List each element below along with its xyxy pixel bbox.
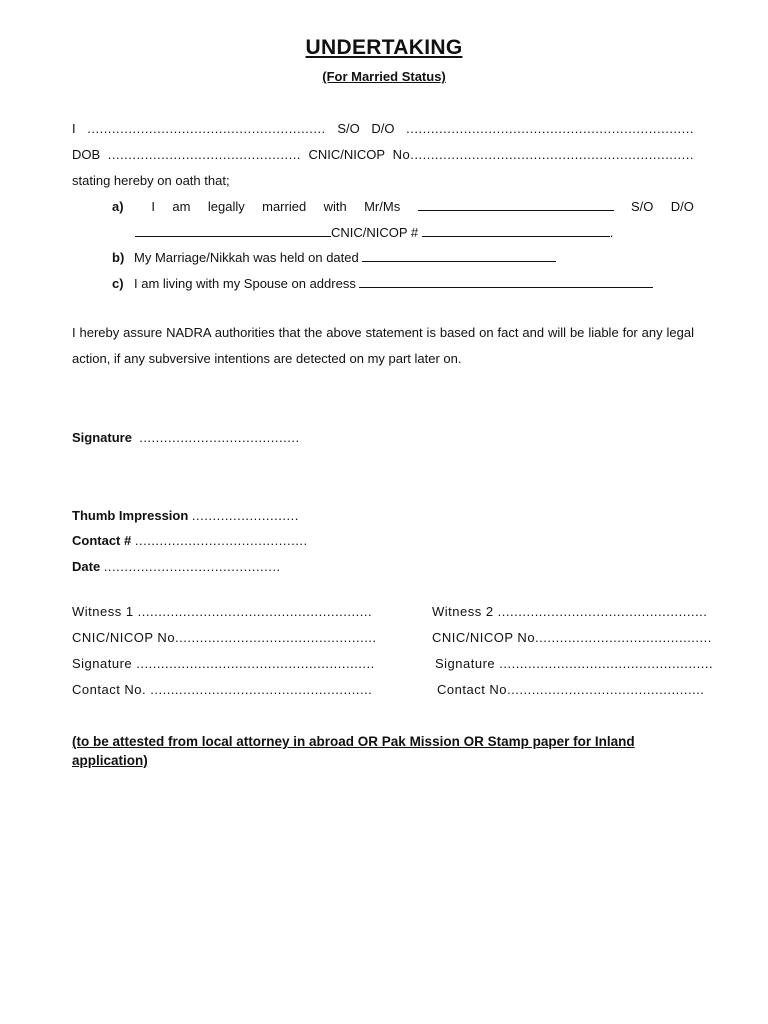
- dob-label: DOB: [72, 147, 101, 162]
- item-a-end: .: [609, 225, 614, 240]
- item-a-line: [112, 198, 694, 215]
- dob-blank[interactable]: ...............................................: [107, 147, 301, 162]
- item-a-word-4: married: [262, 199, 307, 214]
- item-a-so-label: S/O: [630, 199, 654, 214]
- witness1-name[interactable]: Witness 1 .........................................................: [72, 604, 373, 619]
- item-a-label: a): [112, 199, 124, 214]
- spouse-name-blank[interactable]: [418, 198, 614, 211]
- attestation-note: (to be attested from local attorney in abroad OR Pak Mission OR Stamp paper for Inland application): [72, 734, 635, 768]
- document-title: UNDERTAKING: [305, 36, 463, 59]
- contact-blank[interactable]: ..........................................: [134, 533, 308, 548]
- do-label: D/O: [371, 121, 395, 136]
- signature-label: Signature: [72, 430, 132, 445]
- assurance-paragraph: I hereby assure NADRA authorities that the above statement is based on fact and will be liable for any legal action, if any subversive intentions are detected on my part later on.: [72, 325, 694, 366]
- cnic-label: CNIC/NICOP: [308, 147, 386, 162]
- so-label: S/O: [337, 121, 360, 136]
- oath-statement: stating hereby on oath that;: [72, 173, 230, 188]
- witness1-signature[interactable]: Signature ..........................................................: [72, 656, 375, 671]
- cnic-blank[interactable]: No.....................................................................: [392, 147, 694, 162]
- contact-label: Contact #: [72, 533, 132, 548]
- item-a-cnic-line: [135, 224, 613, 241]
- witness2-cnic[interactable]: CNIC/NICOP No...........................................: [432, 630, 712, 645]
- item-a-cnic-label: CNIC/NICOP #: [331, 225, 419, 240]
- date-line: [72, 559, 281, 575]
- item-a-word-3: legally: [207, 199, 245, 214]
- item-b-text: My Marriage/Nikkah was held on dated: [134, 250, 359, 265]
- item-b-line: [112, 249, 556, 266]
- item-a-word-6: Mr/Ms: [364, 199, 401, 214]
- thumb-blank[interactable]: ..........................: [191, 508, 299, 523]
- marriage-date-blank[interactable]: [362, 249, 556, 262]
- thumb-line: [72, 508, 299, 524]
- item-c-line: [112, 275, 653, 292]
- signature-blank[interactable]: .......................................: [139, 430, 300, 445]
- name-blank[interactable]: ..........................................................: [87, 121, 326, 136]
- witness1-contact[interactable]: Contact No. ......................................................: [72, 682, 373, 697]
- witness2-name[interactable]: Witness 2 ...................................................: [432, 604, 708, 619]
- witness2-signature[interactable]: Signature ....................................................: [435, 656, 714, 671]
- witness1-cnic[interactable]: CNIC/NICOP No.................................................: [72, 630, 377, 645]
- contact-line: [72, 533, 308, 549]
- thumb-label: Thumb Impression: [72, 508, 189, 523]
- address-blank[interactable]: [359, 275, 653, 288]
- item-b-label: b): [112, 250, 125, 265]
- item-c-text: I am living with my Spouse on address: [134, 276, 356, 291]
- name-line: [72, 121, 694, 137]
- witness2-contact[interactable]: Contact No................................................: [437, 682, 705, 697]
- item-c-label: c): [112, 276, 124, 291]
- item-a-do-label: D/O: [670, 199, 694, 214]
- document-subtitle: (For Married Status): [322, 69, 446, 84]
- date-label: Date: [72, 559, 101, 574]
- spouse-cnic-blank[interactable]: [422, 224, 610, 237]
- date-blank[interactable]: ...........................................: [103, 559, 281, 574]
- signature-line: [72, 430, 300, 446]
- dob-cnic-line: [72, 147, 694, 163]
- spouse-parent-blank[interactable]: [135, 224, 331, 237]
- item-a-word-1: I: [151, 199, 156, 214]
- item-a-word-2: am: [172, 199, 191, 214]
- item-a-word-5: with: [323, 199, 347, 214]
- parent-name-blank[interactable]: ......................................................................: [406, 121, 694, 136]
- i-label: I: [72, 121, 76, 136]
